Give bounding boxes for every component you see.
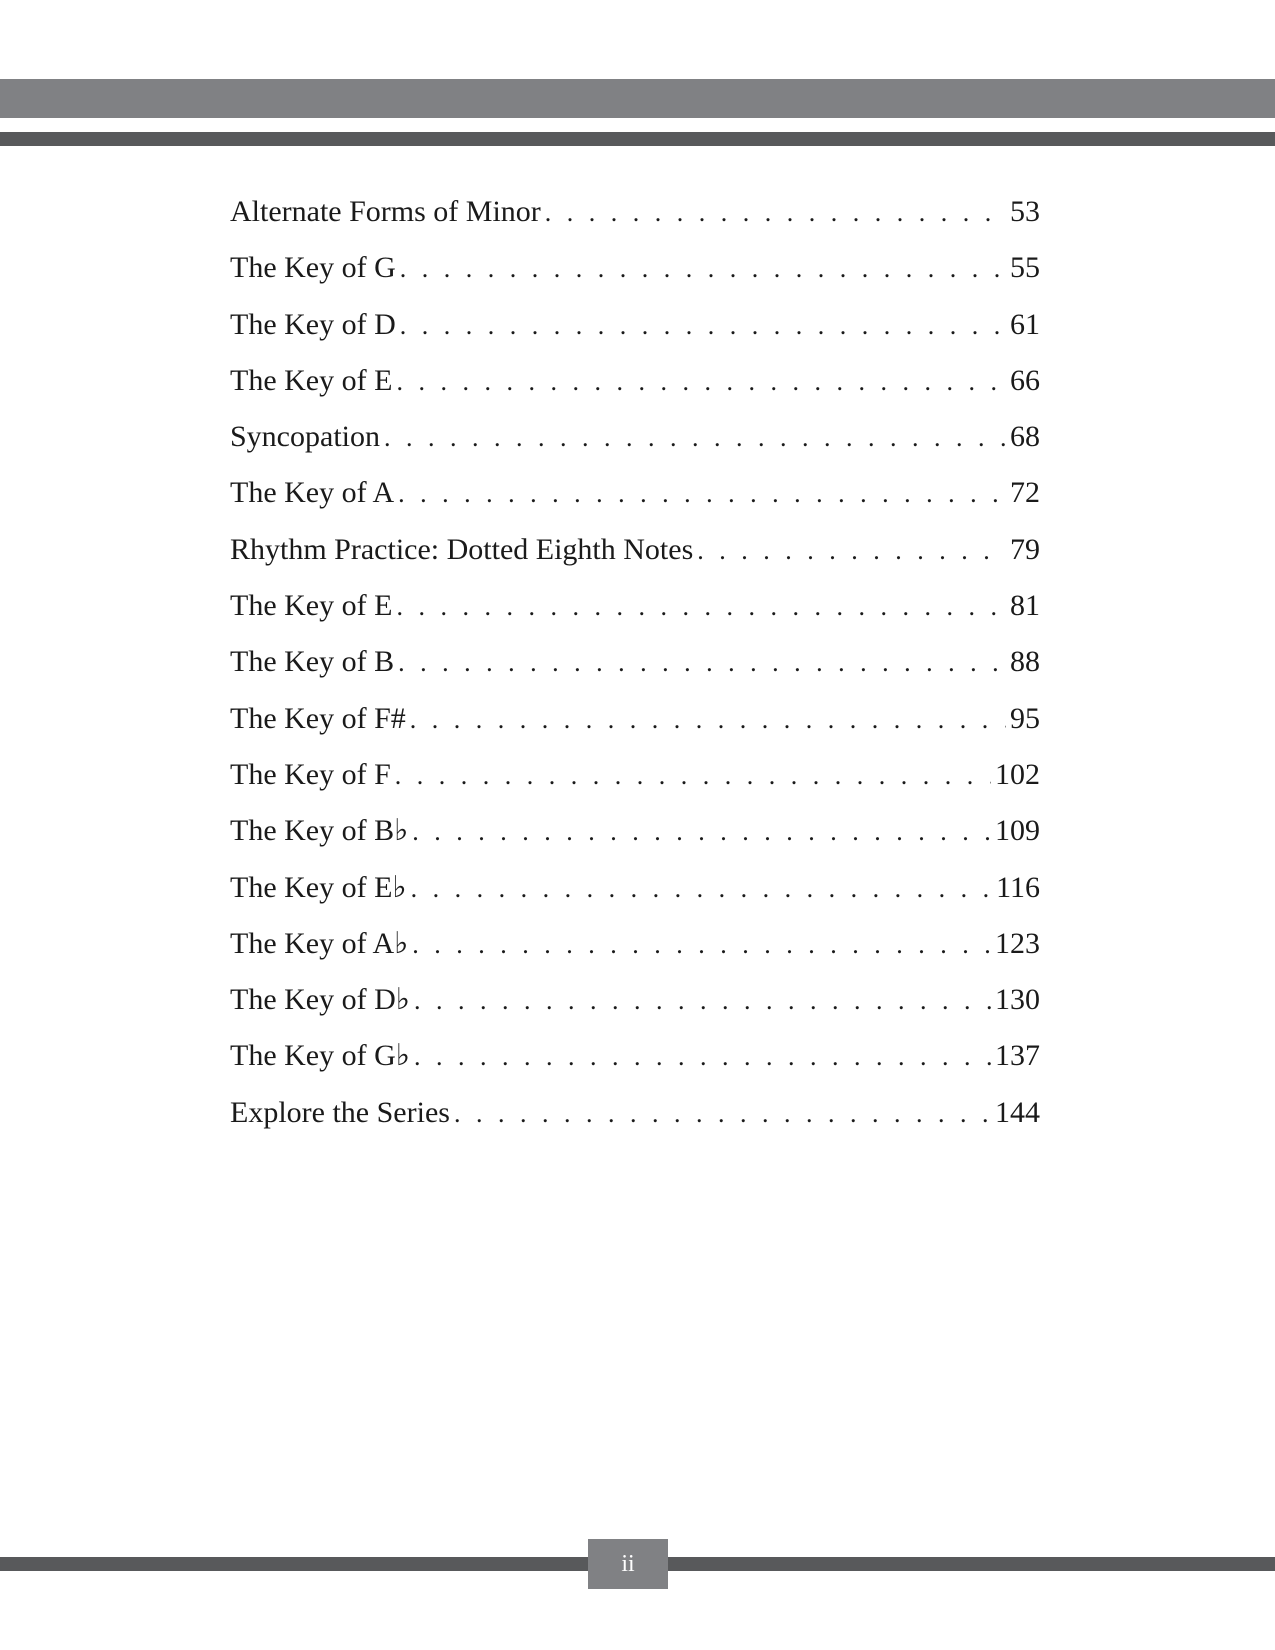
toc-entry-title: The Key of E <box>230 363 393 397</box>
toc-entry-title: The Key of E <box>230 589 393 623</box>
toc-entry-page: 66 <box>1010 363 1040 397</box>
dot-leader <box>398 466 1006 522</box>
toc-entry-page: 53 <box>1010 195 1040 228</box>
toc-entry[interactable] <box>230 409 1040 465</box>
toc-entry-page: 79 <box>1010 532 1040 566</box>
toc-entry-title: The Key of A <box>230 476 395 510</box>
toc-entry-page: 116 <box>996 870 1040 904</box>
toc-entry[interactable] <box>230 1085 1040 1141</box>
toc-entry-title: Explore the Series <box>230 1095 450 1129</box>
toc-entry[interactable] <box>230 803 1040 859</box>
toc-entry-page: 137 <box>995 1039 1040 1073</box>
toc-entry[interactable] <box>230 522 1040 578</box>
toc-entry-page: 88 <box>1010 645 1040 679</box>
dot-leader <box>697 523 1006 579</box>
toc-entry-title: The Key of D <box>230 307 396 341</box>
header-band <box>0 79 1275 118</box>
dot-leader <box>414 1029 991 1085</box>
toc-entry[interactable] <box>230 747 1040 803</box>
toc-entry[interactable] <box>230 240 1040 296</box>
toc-entry-page: 81 <box>1010 589 1040 623</box>
toc-entry[interactable] <box>230 1028 1040 1084</box>
toc-entry-title: The Key of G♭ <box>230 1039 410 1073</box>
toc-entry[interactable] <box>230 184 1040 240</box>
dot-leader <box>410 692 1006 748</box>
dot-leader <box>395 748 991 804</box>
dot-leader <box>400 241 1006 297</box>
dot-leader <box>411 861 993 917</box>
toc-entry[interactable] <box>230 972 1040 1028</box>
toc-entry-title: The Key of A♭ <box>230 926 409 960</box>
dot-leader <box>396 579 1006 635</box>
header-rule <box>0 132 1275 146</box>
toc-entry[interactable] <box>230 465 1040 521</box>
toc-entry-title: Rhythm Practice: Dotted Eighth Notes <box>230 532 694 566</box>
page-number: ii <box>588 1539 668 1589</box>
toc-entry-title: Alternate Forms of Minor <box>230 195 541 228</box>
toc-entry-page: 61 <box>1010 307 1040 341</box>
toc-entry-title: The Key of F# <box>230 701 406 735</box>
toc-entry[interactable] <box>230 578 1040 634</box>
dot-leader <box>400 298 1006 354</box>
toc-entry-title: The Key of F <box>230 757 391 791</box>
dot-leader <box>454 1086 991 1142</box>
toc-entry-title: The Key of E♭ <box>230 870 407 904</box>
toc-entry-page: 68 <box>1010 420 1040 454</box>
dot-leader <box>412 917 991 973</box>
toc-entry-title: The Key of B <box>230 645 395 679</box>
toc-entry-title: The Key of D♭ <box>230 983 410 1017</box>
table-of-contents <box>230 184 1040 1141</box>
toc-entry-page: 55 <box>1010 251 1040 285</box>
dot-leader <box>545 185 1006 241</box>
dot-leader <box>384 410 1006 466</box>
toc-entry-title: The Key of G <box>230 251 396 285</box>
dot-leader <box>412 804 991 860</box>
toc-entry-page: 109 <box>995 814 1040 848</box>
toc-entry[interactable] <box>230 353 1040 409</box>
toc-entry-page: 72 <box>1010 476 1040 510</box>
toc-entry-page: 123 <box>995 926 1040 960</box>
toc-entry-page: 95 <box>1010 701 1040 735</box>
toc-entry-page: 130 <box>995 983 1040 1017</box>
toc-entry-page: 144 <box>995 1095 1040 1129</box>
toc-entry[interactable] <box>230 916 1040 972</box>
toc-entry[interactable] <box>230 634 1040 690</box>
toc-entry-page: 102 <box>995 757 1040 791</box>
dot-leader <box>398 635 1006 691</box>
dot-leader <box>396 354 1006 410</box>
toc-entry[interactable] <box>230 691 1040 747</box>
toc-entry[interactable] <box>230 297 1040 353</box>
dot-leader <box>414 973 991 1029</box>
toc-entry-title: Syncopation <box>230 420 380 454</box>
toc-entry-title: The Key of B♭ <box>230 814 409 848</box>
toc-entry[interactable] <box>230 860 1040 916</box>
